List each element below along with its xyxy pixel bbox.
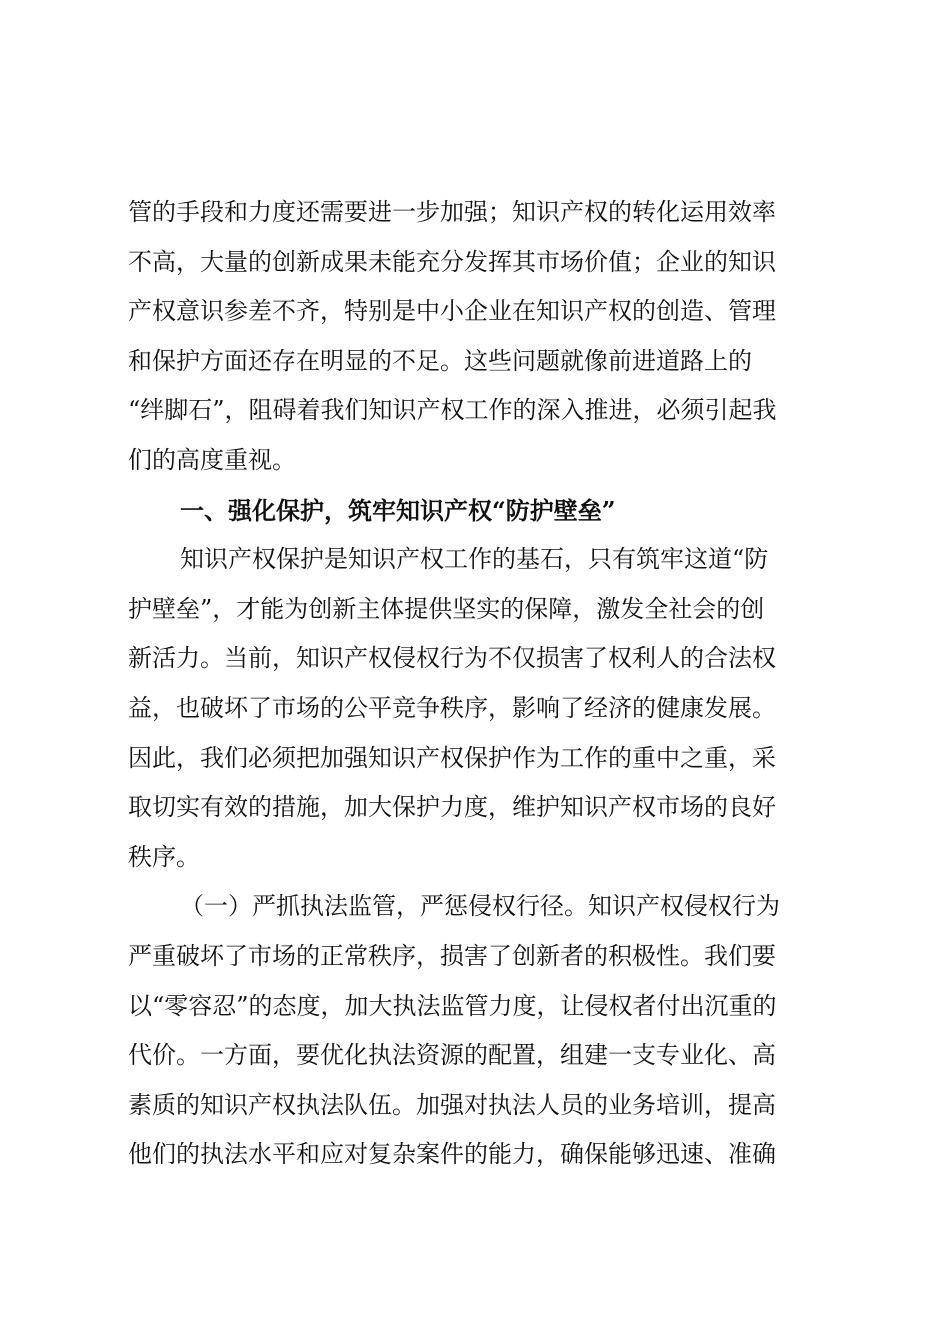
paragraph-line: 他们的执法水平和应对复杂案件的能力，确保能够迅速、准确 bbox=[128, 1140, 776, 1169]
section-heading: 一、强化保护，筑牢知识产权“防护壁垒” bbox=[180, 495, 616, 525]
paragraph-line: 因此，我们必须把加强知识产权保护作为工作的重中之重，采 bbox=[128, 743, 776, 772]
paragraph-line: 和保护方面还存在明显的不足。这些问题就像前进道路上的 bbox=[128, 346, 752, 375]
paragraph-line: “绊脚石”，阻碍着我们知识产权工作的深入推进，必须引起我 bbox=[128, 396, 777, 425]
body-text bbox=[128, 188, 828, 1180]
paragraph-line: 们的高度重视。 bbox=[128, 445, 296, 474]
paragraph-line: 秩序。 bbox=[128, 842, 200, 871]
paragraph-line: 益，也破坏了市场的公平竞争秩序，影响了经济的健康发展。 bbox=[128, 693, 776, 722]
paragraph-line: 护壁垒”，才能为创新主体提供坚实的保障，激发全社会的创 bbox=[128, 594, 765, 623]
subsection-line: （一）严抓执法监管，严惩侵权行径。知识产权侵权行为 bbox=[180, 892, 780, 921]
paragraph-line: 新活力。当前，知识产权侵权行为不仅损害了权利人的合法权 bbox=[128, 644, 776, 673]
paragraph-line: 管的手段和力度还需要进一步加强；知识产权的转化运用效率 bbox=[128, 198, 776, 226]
paragraph-line: 取切实有效的措施，加大保护力度，维护知识产权市场的良好 bbox=[128, 793, 776, 822]
paragraph-line: 严重破坏了市场的正常秩序，损害了创新者的积极性。我们要 bbox=[128, 941, 776, 970]
paragraph-line: 不高，大量的创新成果未能充分发挥其市场价值；企业的知识 bbox=[128, 247, 776, 276]
paragraph-line: 知识产权保护是知识产权工作的基石，只有筑牢这道“防 bbox=[180, 545, 769, 574]
paragraph-line: 产权意识参差不齐，特别是中小企业在知识产权的创造、管理 bbox=[128, 297, 776, 326]
paragraph-line: 素质的知识产权执法队伍。加强对执法人员的业务培训，提高 bbox=[128, 1090, 776, 1119]
paragraph-line: 以“零容忍”的态度，加大执法监管力度，让侵权者付出沉重的 bbox=[128, 991, 777, 1020]
paragraph-line: 代价。一方面，要优化执法资源的配置，组建一支专业化、高 bbox=[128, 1041, 776, 1070]
